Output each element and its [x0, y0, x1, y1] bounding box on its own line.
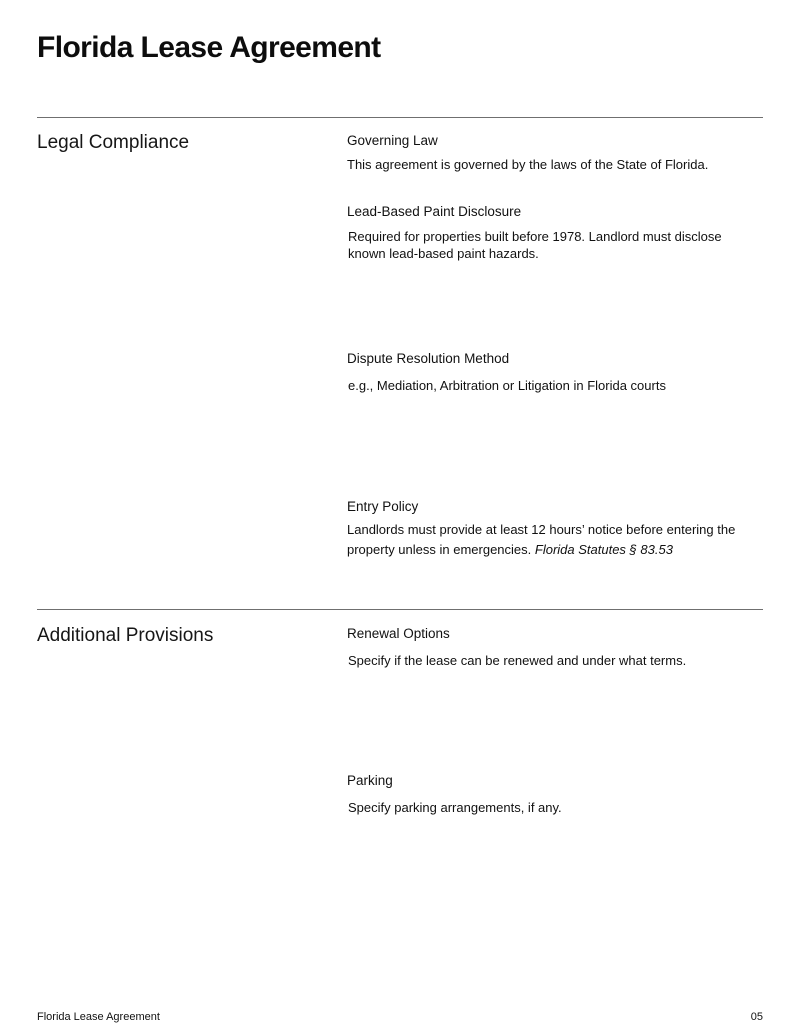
field-text-governing-law: This agreement is governed by the laws of the State of Florida. — [347, 157, 709, 172]
section-divider — [37, 117, 763, 118]
entry-policy-citation: Florida Statutes § 83.53 — [534, 542, 673, 557]
section-heading-legal-compliance: Legal Compliance — [37, 132, 190, 153]
footer-page-number: 05 — [750, 1011, 763, 1023]
field-text-dispute-resolution: e.g., Mediation, Arbitration or Litigation in Florida courts — [348, 378, 666, 393]
field-label-dispute-resolution: Dispute Resolution Method — [347, 351, 510, 366]
footer-document-title: Florida Lease Agreement — [37, 1011, 160, 1023]
field-text-entry-policy — [347, 520, 759, 560]
field-text-lead-paint: Required for properties built before 1978. Landlord must disclose known lead-based paint hazards. — [348, 229, 722, 261]
section-divider — [37, 609, 763, 610]
entry-policy-body: Landlords must provide at least 12 hours’ notice before entering the property unless in emergencies. — [347, 522, 736, 557]
field-label-lead-paint: Lead-Based Paint Disclosure — [347, 204, 522, 219]
field-text-parking: Specify parking arrangements, if any. — [348, 800, 562, 815]
field-label-parking: Parking — [347, 773, 393, 788]
field-text-renewal-options: Specify if the lease can be renewed and under what terms. — [348, 653, 687, 668]
field-label-entry-policy: Entry Policy — [347, 499, 419, 514]
field-label-governing-law: Governing Law — [347, 133, 438, 148]
page-title: Florida Lease Agreement — [37, 31, 381, 64]
field-label-renewal-options: Renewal Options — [347, 626, 450, 641]
section-heading-additional-provisions: Additional Provisions — [37, 625, 214, 646]
